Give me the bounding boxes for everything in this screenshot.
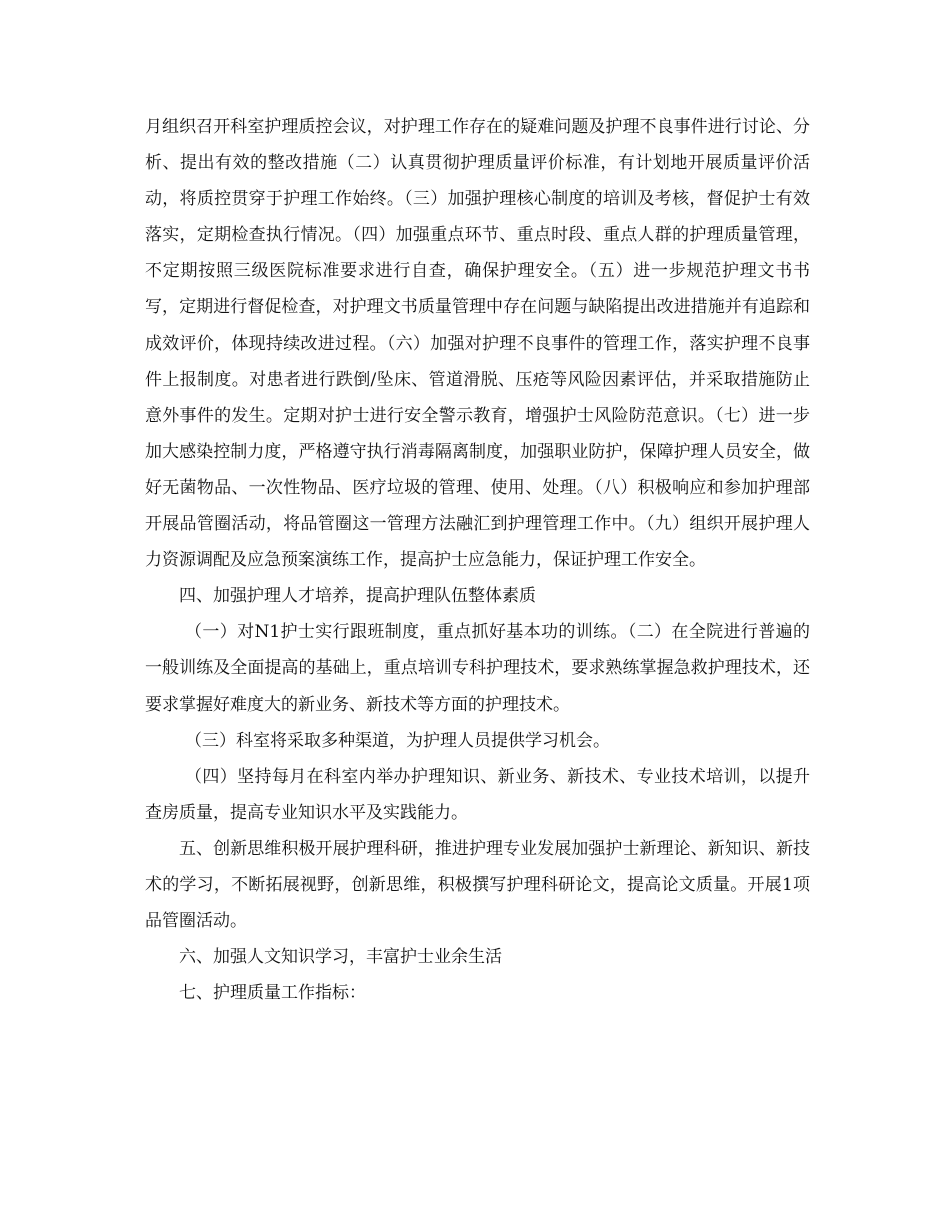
section-heading-talent-training: 四、加强护理人才培养，提高护理队伍整体素质: [179, 586, 536, 607]
paragraph-quality-control-measures: 月组织召开科室护理质控会议，对护理工作存在的疑难问题及护理不良事件进行讨论、分析、提出有效的整改措施（二）认真贯彻护理质量评价标准，有计划地开展质量评价活动，将质控贯穿于护理工作始终。（三）加强护理核心制度的培训及考核，督促护士有效落实，定期检查执行情况。（四）加强重点环节、重点时段、重点人群的护理质量管理，不定期按照三级医院标准要求进行自查，确保护理安全。（五）进一步规范护理文书书写，定期进行督促检查，对护理文书质量管理中存在问题与缺陷提出改进措施并有追踪和成效评价，体现持续改进过程。（六）加强对护理不良事件的管理工作，落实护理不良事件上报制度。对患者进行跌倒/坠床、管道滑脱、压疮等风险因素评估，并采取措施防止意外事件的发生。定期对护士进行安全警示教育，增强护士风险防范意识。（七）进一步加大感染控制力度，严格遵守执行消毒隔离制度，加强职业防护，保障护理人员安全，做好无菌物品、一次性物品、医疗垃圾的管理、使用、处理。（八）积极响应和参加护理部开展品管圈活动，将品管圈这一管理方法融汇到护理管理工作中。（九）组织开展护理人力资源调配及应急预案演练工作，提高护士应急能力，保证护理工作安全。: [145, 117, 810, 571]
document-body: [145, 109, 810, 1011]
section-heading-nursing-research: 五、创新思维积极开展护理科研，推进护理专业发展加强护士新理论、新知识、新技术的学习，不断拓展视野，创新思维，积极撰写护理科研论文，提高论文质量。开展1项品管圈活动。: [145, 838, 810, 932]
section-heading-humanities-learning: 六、加强人文知识学习，丰富护士业余生活: [179, 947, 502, 968]
paragraph-n1-nurse-training: （一）对N1护士实行跟班制度，重点抓好基本功的训练。（二）在全院进行普遍的一般训练及全面提高的基础上，重点培训专科护理技术，要求熟练掌握急救护理技术，还要求掌握好难度大的新业务、新技术等方面的护理技术。: [145, 622, 810, 715]
section-heading-quality-indicators: 七、护理质量工作指标：: [179, 983, 366, 1004]
paragraph-learning-opportunities: （三）科室将采取多种渠道，为护理人员提供学习机会。: [185, 730, 610, 751]
paragraph-monthly-training: （四）坚持每月在科室内举办护理知识、新业务、新技术、专业技术培训，以提升查房质量，提高专业知识水平及实践能力。: [145, 766, 810, 823]
